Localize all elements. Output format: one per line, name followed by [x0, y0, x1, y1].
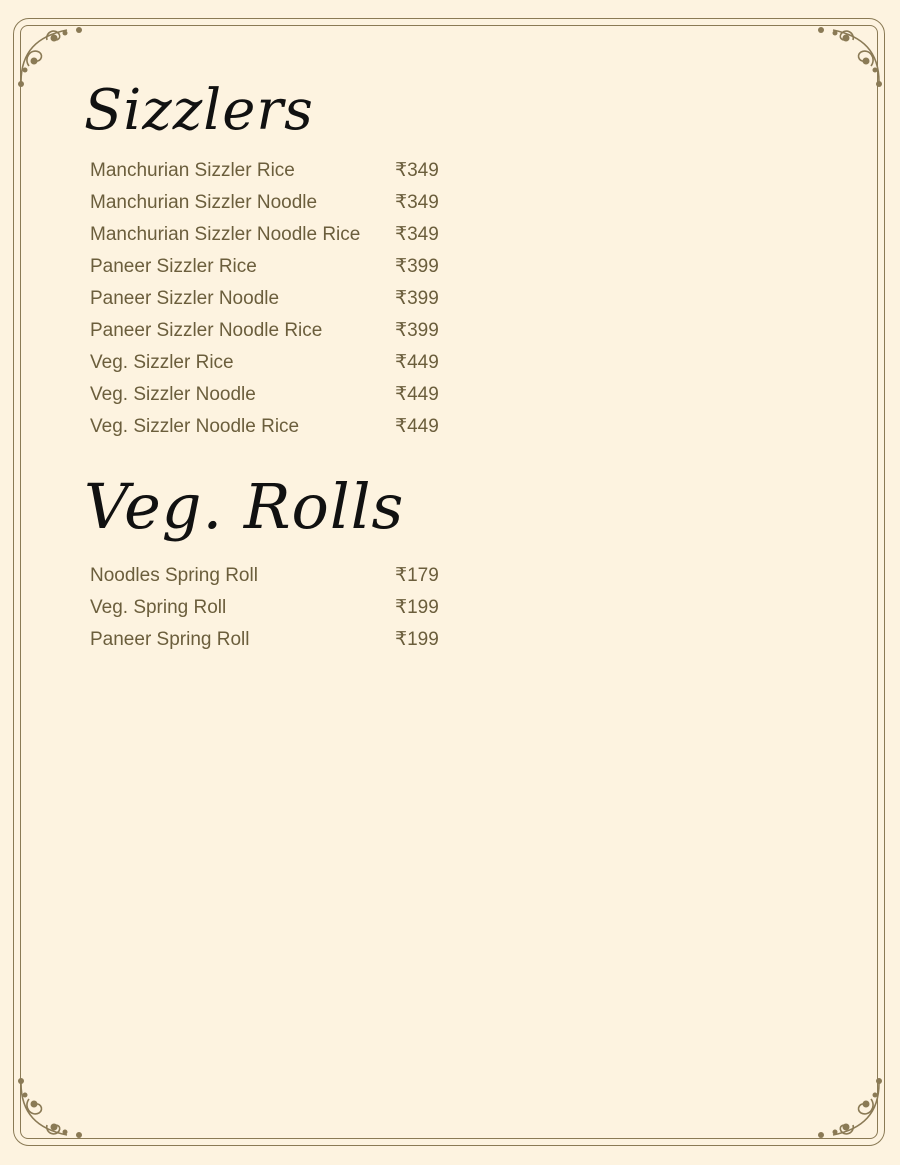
- menu-item: [90, 594, 450, 626]
- menu-item: [90, 285, 450, 317]
- menu-item-name: Paneer Spring Roll: [90, 629, 250, 650]
- menu-item-price: ₹399: [395, 256, 439, 277]
- menu-item-price: ₹179: [395, 565, 439, 586]
- menu-item-name: Paneer Sizzler Rice: [90, 256, 257, 277]
- menu-item: [90, 189, 450, 221]
- menu-item: [90, 317, 450, 349]
- menu-item: [90, 157, 450, 189]
- menu-item: [90, 413, 450, 445]
- menu-item: [90, 626, 450, 658]
- menu-item-name: Veg. Spring Roll: [90, 597, 227, 618]
- menu-item-price: ₹449: [395, 384, 439, 405]
- corner-flourish-icon: [17, 1073, 87, 1143]
- menu-item-name: Manchurian Sizzler Noodle: [90, 192, 318, 213]
- menu-item-price: ₹349: [395, 224, 439, 245]
- corner-flourish-icon: [17, 22, 87, 92]
- menu-item-price: ₹399: [395, 288, 439, 309]
- section-title-sizzlers: Sizzlers: [84, 78, 314, 143]
- menu-item: [90, 349, 450, 381]
- menu-item-price: ₹449: [395, 352, 439, 373]
- menu-item-name: Paneer Sizzler Noodle: [90, 288, 280, 309]
- menu-item-name: Noodles Spring Roll: [90, 565, 258, 586]
- menu-item-price: ₹199: [395, 629, 439, 650]
- menu-item: [90, 253, 450, 285]
- corner-flourish-icon: [813, 22, 883, 92]
- menu-item-price: ₹199: [395, 597, 439, 618]
- menu-item-name: Veg. Sizzler Rice: [90, 352, 234, 373]
- menu-item: [90, 221, 450, 253]
- menu-item-price: ₹449: [395, 416, 439, 437]
- menu-item-name: Veg. Sizzler Noodle: [90, 384, 256, 405]
- menu-list-veg-rolls: [90, 562, 450, 658]
- menu-item-price: ₹399: [395, 320, 439, 341]
- menu-item: [90, 381, 450, 413]
- menu-item-name: Veg. Sizzler Noodle Rice: [90, 416, 300, 437]
- menu-item: [90, 562, 450, 594]
- corner-flourish-icon: [813, 1073, 883, 1143]
- menu-item-price: ₹349: [395, 160, 439, 181]
- section-title-veg-rolls: Veg. Rolls: [84, 470, 405, 543]
- menu-item-name: Manchurian Sizzler Rice: [90, 160, 295, 181]
- menu-item-price: ₹349: [395, 192, 439, 213]
- menu-item-name: Manchurian Sizzler Noodle Rice: [90, 224, 361, 245]
- menu-item-name: Paneer Sizzler Noodle Rice: [90, 320, 323, 341]
- menu-list-sizzlers: [90, 157, 450, 445]
